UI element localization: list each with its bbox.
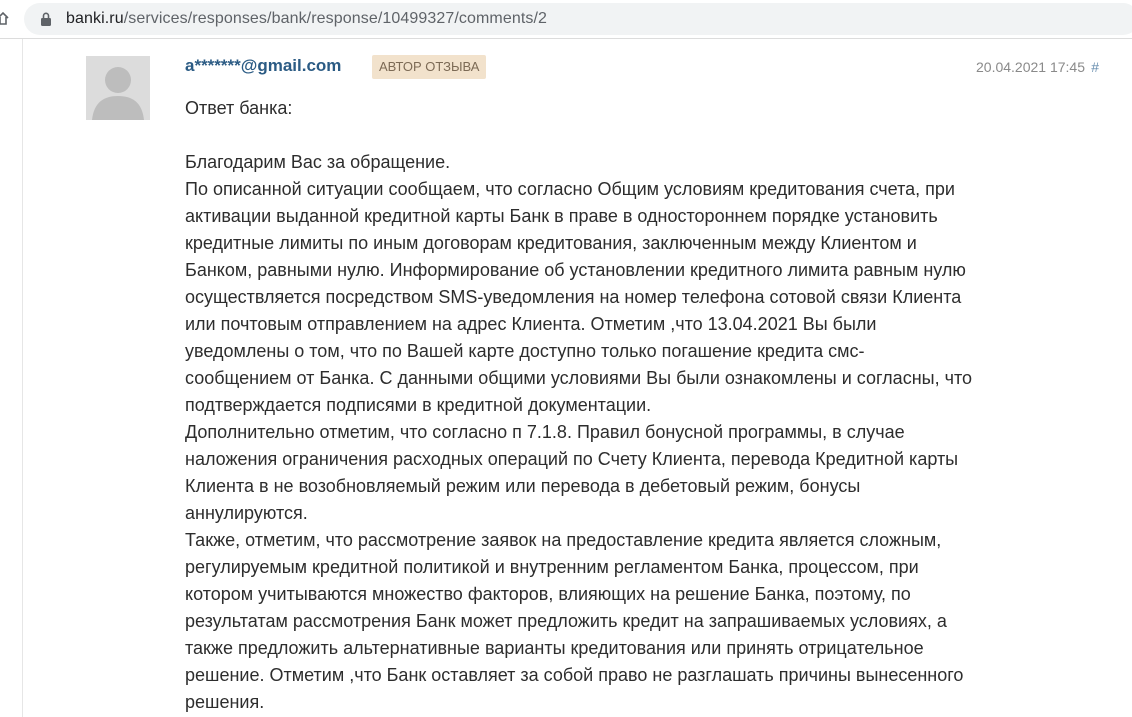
avatar[interactable] xyxy=(86,56,150,120)
url-path: /services/responses/bank/response/10499327/comments/2 xyxy=(123,10,548,27)
comment-paragraph: Также, отметим, что рассмотрение заявок на предоставление кредита является сложным, регулируемым кредитной политикой и внутренним регламентом Банка, процессом, при котором учитываются множество факторов, влияющих на решение Банка, поэтому, по результатам рассмотрения Банк может предложить кредит на запрашиваемых условиях, а также предложить альтернативные варианты кредитования или принять отрицательное решение. Отметим ,что Банк оставляет за собой право не разглашать причины вынесенного решения. xyxy=(185,530,964,712)
lock-icon[interactable] xyxy=(39,11,53,27)
paragraph-gap xyxy=(185,122,995,149)
url-host: banki.ru xyxy=(66,10,124,27)
url-text[interactable] xyxy=(66,10,547,28)
author-name[interactable]: a*******@gmail.com xyxy=(185,56,342,75)
bank-response-comment xyxy=(0,39,1132,717)
comment-paragraph: Дополнительно отметим, что согласно п 7.1.8. Правил бонусной программы, в случае наложения ограничения расходных операций по Счету Клиента, перевода Кредитной карты Клиента в не возобновляемый режим или перевода в дебетовый режим, бонусы аннулируются. xyxy=(185,422,959,523)
user-avatar-icon xyxy=(86,56,150,120)
comment-body xyxy=(185,95,995,716)
comment-date: 20.04.2021 17:45 xyxy=(976,59,1085,75)
divider xyxy=(22,39,23,717)
comment-paragraph: Благодарим Вас за обращение. xyxy=(185,152,451,172)
permalink-anchor[interactable]: # xyxy=(1091,59,1099,75)
author-badge: АВТОР ОТЗЫВА xyxy=(372,55,486,79)
home-icon[interactable] xyxy=(0,8,10,28)
comment-heading: Ответ банка: xyxy=(185,98,293,118)
browser-address-bar xyxy=(0,0,1132,39)
comment-paragraph: По описанной ситуации сообщаем, что согласно Общим условиям кредитования счета, при активации выданной кредитной карты Банк в праве в одностороннем порядке установить кредитные лимиты по иным договорам кредитования, заключенным между Клиентом и Банком, равными нулю. Информирование об установлении кредитного лимита равным нулю осуществляется посредством SMS-уведомления на номер телефона сотовой связи Клиента или почтовым отправлением на адрес Клиента. Отметим ,что 13.04.2021 Вы были уведомлены о том, что по Вашей карте доступно только погашение кредита смс- сообщением от Банка. С данными общими условиями Вы были ознакомлены и согласны, что подтверждается подписями в кредитной документации. xyxy=(185,179,973,415)
url-field[interactable] xyxy=(24,3,1132,35)
